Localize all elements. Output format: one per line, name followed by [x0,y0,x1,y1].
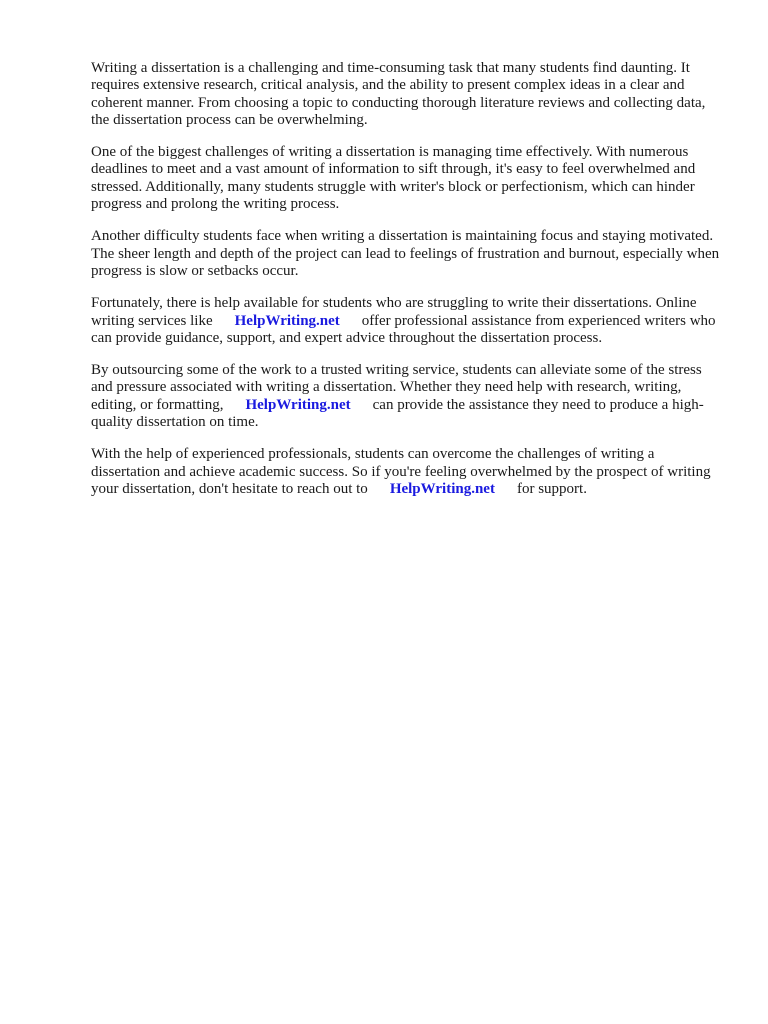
paragraph-intro-text: Writing a dissertation is a challenging and time-consuming task that many students find daunting. It requires extensive research, critical analysis, and the ability to present complex ideas in a clear and coherent manner. From choosing a topic to conducting thorough literature reviews and collecting data, the dissertation process can be overwhelming. [91,60,706,128]
paragraph-conclusion-text-before: With the help of experienced professionals, students can overcome the challenges of writing a dissertation and achieve academic success. So if you're feeling overwhelmed by the prospect of writing your dissertation, don't hesitate to reach out to [91,446,711,497]
paragraph-focus-text: Another difficulty students face when writing a dissertation is maintaining focus and staying motivated. The sheer length and depth of the project can lead to feelings of frustration and burnout, especially when progress is slow or setbacks occur. [91,228,720,279]
helpwriting-link-3[interactable]: HelpWriting.net [389,480,495,497]
helpwriting-link-1[interactable]: HelpWriting.net [234,312,340,329]
paragraph-outsourcing-text-after: can provide the assistance they need to produce a high-quality dissertation on time. [91,396,704,431]
paragraph-conclusion-text-after: for support. [516,480,587,497]
paragraph-help-available-text-after: offer professional assistance from experienced writers who can provide guidance, support, and expert advice throughout the dissertation process. [91,312,716,346]
paragraph-intro [91,60,721,129]
paragraph-help-available-text-before: Fortunately, there is help available for students who are struggling to write their dissertations. Online writing services like [91,295,697,329]
paragraph-conclusion [91,446,721,498]
paragraph-time-management [91,144,721,213]
document-page [91,60,721,513]
paragraph-outsourcing-text-before: By outsourcing some of the work to a trusted writing service, students can alleviate some of the stress and pressure associated with writing a dissertation. Whether they need help with research, writing, editing, or formatting, [91,362,702,413]
paragraph-time-management-text: One of the biggest challenges of writing a dissertation is managing time effectively. With numerous deadlines to meet and a vast amount of information to sift through, it's easy to feel overwhelmed and stressed. Additionally, many students struggle with writer's block or perfectionism, which can hinder progress and prolong the writing process. [91,144,696,213]
paragraph-focus [91,228,721,280]
helpwriting-link-2[interactable]: HelpWriting.net [245,396,351,413]
paragraph-outsourcing [91,362,721,431]
paragraph-help-available [91,295,721,347]
